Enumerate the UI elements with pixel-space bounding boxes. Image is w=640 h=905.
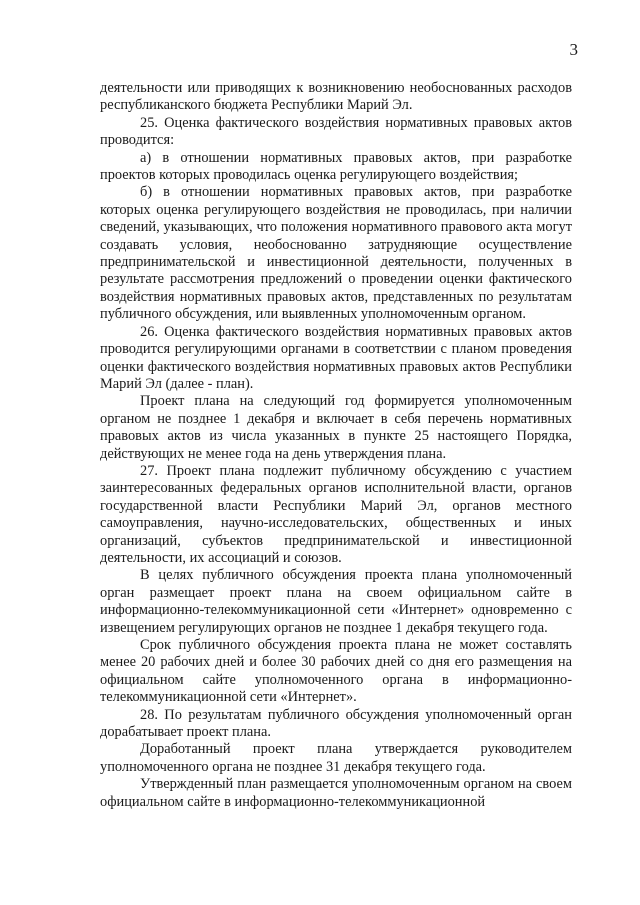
paragraph: Утвержденный план размещается уполномоченным органом на своем официальном сайте в информационно-телекоммуникационной bbox=[100, 776, 572, 810]
paragraph: Срок публичного обсуждения проекта плана не может составлять менее 20 рабочих дней и более 30 рабочих дней со дня его размещения на официальном сайте уполномоченного органа в информационно-телекоммуникационной сети «Интернет». bbox=[100, 637, 572, 706]
document-body bbox=[100, 80, 572, 811]
paragraph: 28. По результатам публичного обсуждения уполномоченный орган дорабатывает проект плана. bbox=[100, 706, 572, 741]
paragraph: 26. Оценка фактического воздействия нормативных правовых актов проводится регулирующими органами в соответствии с планом проведения оценки фактического воздействия нормативных правовых актов Республики Марий Эл (далее - план). bbox=[100, 323, 572, 392]
paragraph: 27. Проект плана подлежит публичному обсуждению с участием заинтересованных федеральных органов исполнительной власти, органов государственной власти Республики Марий Эл, органов местного самоуправления, научно-исследовательских, общественных и иных организаций, субъектов предпринимательской и инвестиционной деятельности, их ассоциаций и союзов. bbox=[100, 462, 572, 566]
paragraph: Доработанный проект плана утверждается руководителем уполномоченного органа не позднее 31 декабря текущего года. bbox=[100, 741, 572, 775]
paragraph: а) в отношении нормативных правовых актов, при разработке проектов которых проводилась оценка регулирующего воздействия; bbox=[100, 149, 572, 184]
paragraph: В целях публичного обсуждения проекта плана уполномоченный орган размещает проект плана на своем официальном сайте в информационно-телекоммуникационной сети «Интернет» одновременно с извещением регулирующих органов не позднее 1 декабря текущего года. bbox=[100, 567, 572, 636]
paragraph: б) в отношении нормативных правовых актов, при разработке которых оценка регулирующего воздействия не проводилась, при наличии сведений, указывающих, что положения нормативного правового акта могут создавать условия, необоснованно затрудняющие осуществление предпринимательской и инвестиционной деятельности, полученных в результате рассмотрения предложений о проведении оценки фактического воздействия нормативных правовых актов, представленных по результатам публичного обсуждения, или выявленных уполномоченным органом. bbox=[100, 184, 572, 323]
paragraph: Проект плана на следующий год формируется уполномоченным органом не позднее 1 декабря и включает в себя перечень нормативных правовых актов из числа указанных в пункте 25 настоящего Порядка, действующих не менее года на день утверждения плана. bbox=[100, 393, 572, 462]
paragraph: деятельности или приводящих к возникновению необоснованных расходов республиканского бюджета Республики Марий Эл. bbox=[100, 80, 572, 114]
paragraph: 25. Оценка фактического воздействия нормативных правовых актов проводится: bbox=[100, 114, 572, 149]
page-number: 3 bbox=[569, 40, 578, 59]
